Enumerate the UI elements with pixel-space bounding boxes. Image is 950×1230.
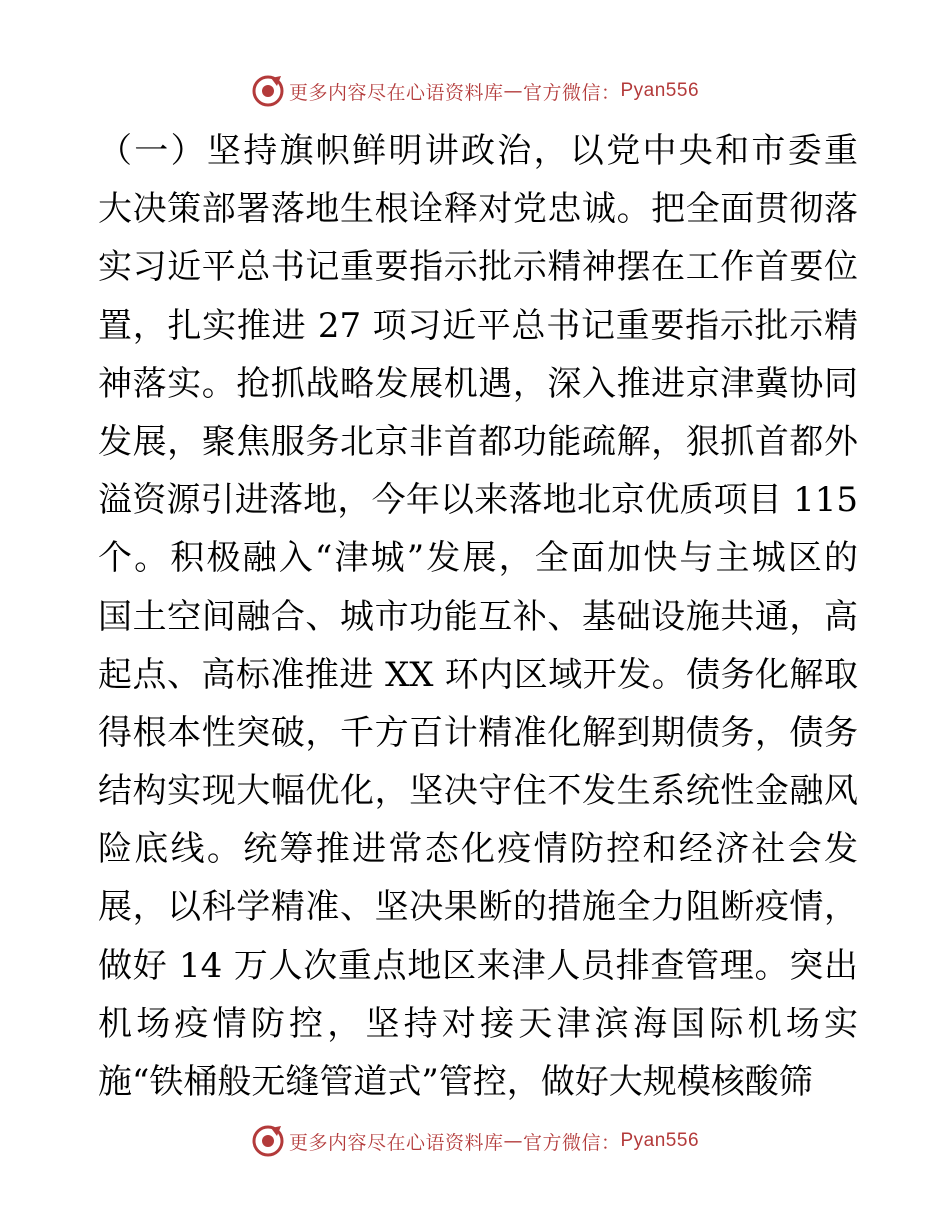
text-line: （一）坚持旗帜鲜明讲政治，以党中央和市委重 (98, 131, 858, 171)
text-line: 起点、高标准推进 XX 环内区域开发。债务化解取 (98, 654, 858, 695)
text-line: 大决策部署落地生根诠释对党忠诚。把全面贯彻落 (98, 189, 858, 230)
text-line: 得根本性突破，千方百计精准化解到期债务，债务 (98, 712, 858, 753)
watermark-separator: — (503, 1130, 523, 1152)
watermark-contact-label: 官方微信： (522, 81, 621, 104)
text-line: 做好 14 万人次重点地区来津人员排查管理。突出 (98, 945, 858, 986)
watermark-text: 更多内容尽在心语资料库 (288, 1131, 504, 1154)
watermark-separator: — (503, 80, 523, 102)
text-line: 国土空间融合、城市功能互补、基础设施共通，高 (98, 596, 858, 637)
text-line: 险底线。统筹推进常态化疫情防控和经济社会发 (98, 829, 858, 870)
watermark-contact-id: Pyan556 (620, 80, 700, 101)
watermark-contact-label: 官方微信： (522, 1131, 621, 1154)
document-body (98, 122, 858, 1111)
logo-icon (251, 74, 285, 108)
text-line: 展，以科学精准、坚决果断的措施全力阻断疫情， (98, 887, 858, 928)
watermark-contact-id: Pyan556 (620, 1130, 700, 1151)
header-watermark (0, 71, 950, 111)
text-line: 机场疫情防控，坚持对接天津滨海国际机场实 (98, 1003, 858, 1044)
footer-watermark (0, 1121, 950, 1161)
text-line: 溢资源引进落地，今年以来落地北京优质项目 115 (98, 480, 858, 521)
text-line: 神落实。抢抓战略发展机遇，深入推进京津冀协同 (98, 363, 858, 404)
text-line: 个。积极融入“津城”发展，全面加快与主城区的 (98, 538, 858, 579)
logo-icon (251, 1124, 285, 1158)
text-line: 施“铁桶般无缝管道式”管控，做好大规模核酸筛 (98, 1062, 813, 1102)
text-line: 结构实现大幅优化，坚决守住不发生系统性金融风 (98, 771, 858, 812)
watermark-text: 更多内容尽在心语资料库 (288, 81, 504, 104)
text-line: 发展，聚焦服务北京非首都功能疏解，狠抓首都外 (98, 421, 858, 462)
text-line: 实习近平总书记重要指示批示精神摆在工作首要位 (98, 247, 858, 288)
text-line: 置，扎实推进 27 项习近平总书记重要指示批示精 (98, 305, 858, 346)
